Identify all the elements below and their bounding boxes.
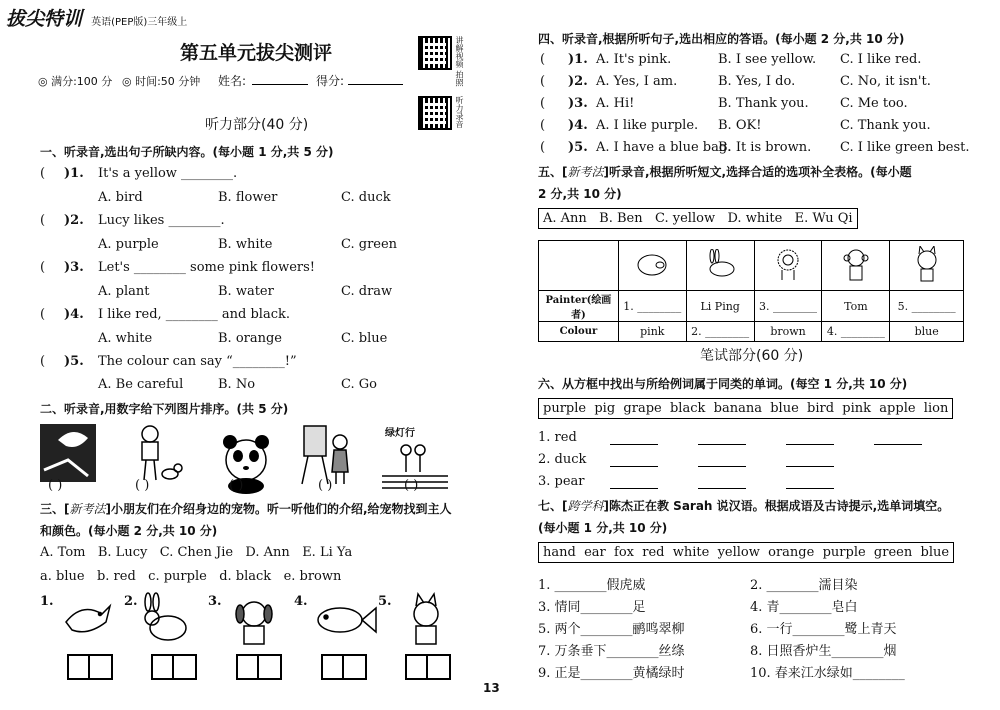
blank[interactable] xyxy=(786,488,834,489)
qr-label: 听力录音 xyxy=(455,96,464,128)
s3-pets xyxy=(58,592,458,648)
option-a[interactable]: A. It's pink. xyxy=(596,52,672,67)
pet-rabbit-icon xyxy=(145,593,186,640)
s7-word-box: hand ear fox red white yellow orange purple green blue xyxy=(538,542,954,563)
option-b[interactable]: B. Yes, I do. xyxy=(718,74,796,89)
s7-item-1[interactable]: 1. ________假虎威 xyxy=(538,578,646,593)
table-cell[interactable]: 1. ________ xyxy=(618,291,686,322)
qr-code-icon[interactable] xyxy=(418,36,452,70)
meta-full: ◎ 满分:100 分 xyxy=(38,75,113,88)
monkey-icon xyxy=(836,246,876,282)
table-cell: pink xyxy=(618,322,686,342)
s7-item-5[interactable]: 5. 两个________鹂鸣翠柳 xyxy=(538,622,685,637)
s7-item-6[interactable]: 6. 一行________鹭上青天 xyxy=(750,622,897,637)
written-heading: 笔试部分(60 分) xyxy=(700,348,804,364)
s7-title: 七、[跨学科]陈杰正在教 Sarah 说汉语。根据成语及古诗提示,选单词填空。 xyxy=(538,499,950,513)
pet-cat-icon xyxy=(414,594,438,644)
question-stem: Let's ________ some pink flowers! xyxy=(98,260,316,275)
blank[interactable] xyxy=(786,466,834,467)
option-c[interactable]: C. duck xyxy=(341,190,391,205)
picture-boy-dog-icon xyxy=(142,426,182,480)
blank[interactable] xyxy=(786,444,834,445)
lion-icon xyxy=(768,246,808,282)
s7-item-7[interactable]: 7. 万条垂下________丝绦 xyxy=(538,644,685,659)
s7-item-3[interactable]: 3. 情同________足 xyxy=(538,600,646,615)
option-c[interactable]: C. blue xyxy=(341,331,388,346)
pet-answer-box-5[interactable] xyxy=(405,654,451,680)
qr-label: 讲解视频 拍照 xyxy=(455,36,464,87)
option-b[interactable]: B. Thank you. xyxy=(718,96,809,111)
option-a[interactable]: A. white xyxy=(98,331,153,346)
s3-title: 三、[新考法]小朋友们在介绍身边的宠物。听一听他们的介绍,给宠物找到主人 xyxy=(40,502,452,516)
traffic-sign: 绿灯行 xyxy=(385,428,415,439)
score-label: 得分: xyxy=(316,74,345,88)
meta-time: ◎ 时间:50 分钟 xyxy=(122,75,201,88)
s5-title: 五、[新考法]听录音,根据所听短文,选择合适的选项补全表格。(每小题 xyxy=(538,165,912,179)
option-b[interactable]: B. I see yellow. xyxy=(718,52,817,67)
option-b[interactable]: B. orange xyxy=(218,331,282,346)
page-title: 第五单元拔尖测评 xyxy=(180,42,333,64)
pet-bird-icon xyxy=(66,606,110,632)
s5-table xyxy=(538,240,964,342)
qr-video[interactable] xyxy=(418,36,464,87)
question-stem: The colour can say “________!” xyxy=(98,354,297,369)
blank[interactable] xyxy=(698,466,746,467)
s2-answer-5[interactable]: ( ) xyxy=(404,478,419,493)
pet-num-2: 2. xyxy=(124,594,138,609)
colour-row xyxy=(539,322,964,342)
score-field[interactable] xyxy=(348,84,403,85)
pet-answer-box-2[interactable] xyxy=(151,654,197,680)
option-b[interactable]: B. OK! xyxy=(718,118,762,133)
s3-names: A. Tom B. Lucy C. Chen Jie D. Ann E. Li Ya xyxy=(40,545,353,560)
blank[interactable] xyxy=(610,444,658,445)
s6-title: 六、从方框中找出与所给例词属于同类的单词。(每空 1 分,共 10 分) xyxy=(538,377,908,391)
header-subject: 英语(PEP版)三年级上 xyxy=(91,17,188,28)
cat-icon xyxy=(907,246,947,282)
book-logo: 拔尖特训 xyxy=(6,8,83,30)
table-cell[interactable]: 4. ________ xyxy=(822,322,890,342)
tag-cross-subject: 跨学科 xyxy=(567,499,604,513)
s5-options-box: A. Ann B. Ben C. yellow D. white E. Wu Qi xyxy=(538,208,858,229)
s3-colors: a. blue b. red c. purple d. black e. brown xyxy=(40,569,342,584)
s3-title-2: 和颜色。(每小题 2 分,共 10 分) xyxy=(40,524,218,538)
pet-fish-icon xyxy=(318,608,376,632)
option-c[interactable]: C. I like red. xyxy=(840,52,922,67)
pet-num-4: 4. xyxy=(294,594,308,609)
question-stem: It's a yellow ________. xyxy=(98,166,238,181)
pet-num-3: 3. xyxy=(208,594,222,609)
pet-answer-box-3[interactable] xyxy=(236,654,282,680)
option-a[interactable]: A. plant xyxy=(98,284,150,299)
option-b[interactable]: B. flower xyxy=(218,190,278,205)
option-b[interactable]: B. water xyxy=(218,284,274,299)
option-b[interactable]: B. It is brown. xyxy=(718,140,812,155)
tag-new-method: 新考法 xyxy=(69,502,106,516)
option-a[interactable]: A. Yes, I am. xyxy=(596,74,678,89)
option-c[interactable]: C. No, it isn't. xyxy=(840,74,931,89)
question-stem: Lucy likes ________. xyxy=(98,213,225,228)
option-a[interactable]: A. I like purple. xyxy=(596,118,699,133)
right-page: 四、听录音,根据所听句子,选出相应的答语。(每小题 2 分,共 10 分) ( )1. A. It's pink. B. I see yellow. C. I like red. ( )2. A. Yes, I am. B. Yes, I do. C. No, it isn't. ( )3. A. Hi! B. Thank you. C. Me too. ( )4. A. I like purple. B. OK! C. Thank you. ( )5. A. I have a blue bag. B. It is brown. C. I like green best. 五、[新考法]听录音,根据所听短文,选择合适的选项补全表格。(每小题 2 分,共 10 分) A. Ann B. Ben C. yellow D. white E. Wu Qi Painter(绘画者) 1. ________ Li Ping 3. ________ Tom 5. ________ Colour pink 2. ________ brown 4. ________ blue 笔试部分(60 分) 六、从方框中找出与所给例词属于同类的单词。(每空 1 分,共 10 分) purple pig grape black banana blue bird pink apple lion 1. red 2. duck 3. pear 七、[跨学科]陈杰正在教 Sarah 说汉语。根据成语及古诗提示,选单词填空。 (每小题 1 分,共 10 分) hand ear fox red white yellow orange purple green blue 1. ________假虎威 3. 情同________足 5. 两个________鹂鸣翠柳 7. 万条垂下________丝绦 9. 正是________黄橘绿时 2. ________濡目染 4. 青________皂白 6. 一行________鹭上青天 8. 日照香炉生________烟 10. 春来江水绿如________ xyxy=(538,32,970,681)
blank[interactable] xyxy=(874,444,922,445)
tag-new-method: 新考法 xyxy=(567,165,604,179)
table-cell: Tom xyxy=(822,291,890,322)
option-a[interactable]: A. bird xyxy=(98,190,143,205)
pet-dog-icon xyxy=(236,602,272,644)
s2-title: 二、听录音,用数字给下列图片排序。(共 5 分) xyxy=(40,402,289,416)
qr-audio[interactable] xyxy=(418,96,464,130)
s2-answer-2[interactable]: ( ) xyxy=(135,478,150,493)
option-a[interactable]: A. I have a blue bag. xyxy=(596,140,732,155)
table-cell: blue xyxy=(890,322,964,342)
option-c[interactable]: C. Thank you. xyxy=(840,118,931,133)
listening-heading: 听力部分(40 分) xyxy=(205,117,309,133)
painter-row xyxy=(539,291,964,322)
s7-item-2[interactable]: 2. ________濡目染 xyxy=(750,578,858,593)
s2-answer-4[interactable]: ( ) xyxy=(318,478,333,493)
qr-code-icon[interactable] xyxy=(418,96,452,130)
page-number: 13 xyxy=(483,681,500,695)
table-cell[interactable]: 3. ________ xyxy=(754,291,822,322)
table-cell[interactable]: 5. ________ xyxy=(890,291,964,322)
s1-title: 一、听录音,选出句子所缺内容。(每小题 1 分,共 5 分) xyxy=(40,145,334,159)
row-label: Painter(绘画者) xyxy=(539,291,619,322)
option-c[interactable]: C. Me too. xyxy=(840,96,908,111)
picture-wind-icon xyxy=(40,424,96,482)
left-page: 拔尖特训 英语(PEP版)三年级上 第五单元拔尖测评 讲解视频 拍照 听力录音 ◎ 满分:100 分 ◎ 时间:50 分钟 姓名: 得分: 听力部分(40 分) 一、听录音,选出句子所缺内容。(每小题 1 分,共 5 分) ( )1. It's a yellow ________. A. bird B. flower C. duck ( )2. Lucy likes ________. A. purple B. white C. green ( )3. Let's ________ some pink flowers! A. plant B. water C. draw ( )4. I like red, ________ and black. A. white B. orange C. blue ( )5. The colour can say “________!” A. Be careful B. No C. Go 二、听录音,用数字给下列图片排序。(共 5 分) 绿灯行 ( ) ( ) ( ) ( ) ( ) 三、[新考法]小朋友们在介绍身边的宠物。听一听他们的介绍,给宠物找到主人 和颜色。(每小题 2 分,共 10 分) A. Tom B. Lucy C. Chen Jie D. Ann E. Li Ya a. blue b. red c. purple d. black e. brown 1. 2. 3. 4. 5. 13 xyxy=(0,0,500,710)
s7-item-8[interactable]: 8. 日照香炉生________烟 xyxy=(750,644,897,659)
s7-item-10[interactable]: 10. 春来江水绿如________ xyxy=(750,666,905,681)
option-a[interactable]: A. purple xyxy=(98,237,159,252)
blank[interactable] xyxy=(698,488,746,489)
option-a[interactable]: A. Be careful xyxy=(98,377,184,392)
option-a[interactable]: A. Hi! xyxy=(596,96,635,111)
table-cell: Li Ping xyxy=(686,291,754,322)
option-c[interactable]: C. draw xyxy=(341,284,393,299)
option-c[interactable]: C. green xyxy=(341,237,398,252)
picture-painting-icon xyxy=(302,426,348,484)
blank[interactable] xyxy=(610,466,658,467)
table-cell: brown xyxy=(754,322,822,342)
s2-answer-3[interactable]: ( ) xyxy=(229,478,244,493)
option-b[interactable]: B. No xyxy=(218,377,256,392)
s6-word-box: purple pig grape black banana blue bird pink apple lion xyxy=(538,398,953,419)
blank[interactable] xyxy=(610,488,658,489)
option-c[interactable]: C. Go xyxy=(341,377,377,392)
name-field[interactable] xyxy=(252,84,308,85)
option-c[interactable]: C. I like green best. xyxy=(840,140,970,155)
s2-answer-1[interactable]: ( ) xyxy=(48,478,63,493)
s7-item-9[interactable]: 9. 正是________黄橘绿时 xyxy=(538,666,685,681)
rabbit-icon xyxy=(700,249,740,279)
s5-title-2: 2 分,共 10 分) xyxy=(538,187,622,201)
header xyxy=(6,4,187,31)
name-label: 姓名: xyxy=(218,74,247,88)
pet-num-5: 5. xyxy=(378,594,392,609)
pet-answer-box-4[interactable] xyxy=(321,654,367,680)
question-stem: I like red, ________ and black. xyxy=(98,307,291,322)
row-label: Colour xyxy=(539,322,619,342)
pet-num-1: 1. xyxy=(40,594,54,609)
option-b[interactable]: B. white xyxy=(218,237,273,252)
s7-item-4[interactable]: 4. 青________皂白 xyxy=(750,600,858,615)
blank[interactable] xyxy=(698,444,746,445)
table-cell[interactable]: 2. ________ xyxy=(686,322,754,342)
s4-title: 四、听录音,根据所听句子,选出相应的答语。(每小题 2 分,共 10 分) xyxy=(538,32,905,46)
pig-icon xyxy=(632,249,672,279)
picture-row xyxy=(539,241,964,291)
pet-answer-box-1[interactable] xyxy=(67,654,113,680)
s7-title-2: (每小题 1 分,共 10 分) xyxy=(538,521,668,535)
